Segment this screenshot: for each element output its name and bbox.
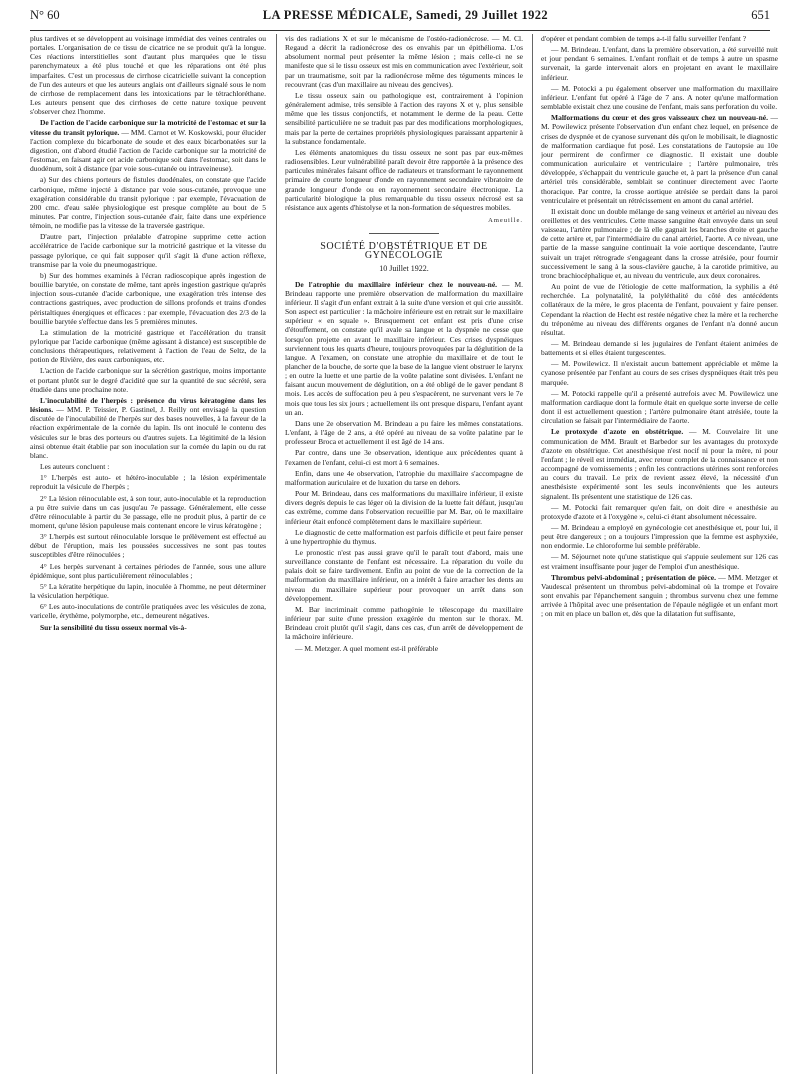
article-heading: Malformations du cœur et des gros vaisseaux chez un nouveau-né.	[551, 113, 768, 123]
paragraph: — M. Potocki fait remarquer qu'en fait, on doit dire « anesthésie au protoxyde d'azote et à l'oxygène », celui-ci étant absolument nécessaire.	[541, 502, 778, 521]
article-heading: Sur la sensibilité du tissu osseux normal vis-à-	[40, 622, 187, 632]
column-right	[541, 34, 778, 1080]
list-item: 5° La kératite herpétique du lapin, inoculée à l'homme, ne peut déterminer la vésiculation herpétique.	[30, 581, 266, 601]
list-item: 2° La lésion réinoculable est, à son tour, auto-inoculable et la reproduction a pu être suivie dans un cas jusqu'au 7e passage. Généralement, elle cesse d'être réinoculable à partir du 3e passage, elle ne produit plus, à partir de ce moment, qu'une lésion papuleuse mais contenant encore le virus kératogène ;	[30, 493, 266, 530]
column-divider	[532, 34, 533, 1074]
paragraph: — M. Metzger. A quel moment est-il préférable	[295, 643, 439, 653]
article-heading: L'inoculabilité de l'herpès : présence du virus kératogène dans les lésions.	[30, 395, 266, 415]
paragraph: Le diagnostic de cette malformation est parfois difficile et peut faire penser à une hypertrophie du thymus.	[285, 527, 523, 546]
paragraph: — M. Séjournet note qu'une statistique qui s'appuie seulement sur 126 cas est vraiment insuffisante pour juger de l'emploi d'un anesthésique.	[541, 552, 778, 571]
paragraph: Les éléments anatomiques du tissu osseux ne sont pas par eux-mêmes radiosensibles. Leur vulnérabilité paraît devoir être rapportée à la présence des particules minérales faisant office de radiateurs et transformant le rayonnement primaire de courte longueur d'onde en rayonnement secondaire vibratoire de grande longueur d'onde ou en rayonnement secondaire électronique. La particularité biologique la plus remarquable du tissu osseux nécrosé est sa résistance aux agents d'histolyse et la non-formation de séquestres mobiles.	[285, 147, 523, 212]
list-item: 4° Les herpès survenant à certaines périodes de l'année, sous une allure épidémique, sont plus particulièrement réinoculables ;	[30, 561, 266, 580]
paragraph: Dans une 2e observation M. Brindeau a pu faire les mêmes constatations. L'enfant, à l'âge de 2 ans, a été opéré au niveau de sa voûte palatine par le professeur Broca et actuellement il est âgé de 14 ans.	[285, 418, 523, 447]
paragraph: b) Sur des hommes examinés à l'écran radioscopique après ingestion de bouillie barytée, on constate de même, tant après ingestion gastrique qu'après injection sous-cutanée d'acide carbonique, une exagération très intense des contractions gastriques, avec production de sillons profonds et trains d'ondes péristaltiques énergiques et efficaces : par exemple, l'évacuation des 2/3 de la bouillie barytée s'effectue dans les 5 premières minutes.	[30, 270, 266, 326]
article-heading: Thrombus pelvi-abdominal ; présentation de pièce.	[551, 572, 716, 582]
paragraph: — M. Potocki rappelle qu'il a présenté autrefois avec M. Powilewicz une malformation cardiaque dont la formule était en quelque sorte inverse de celle dont il est actuellement question ; l'artère pulmonaire étant atrésiée, toute la circulation se faisait par l'intermédiaire de l'aorte.	[541, 388, 778, 426]
paragraph: Pour M. Brindeau, dans ces malformations du maxillaire inférieur, il existe divers degrés depuis le cas léger où la division de la luette fait défaut, jusqu'au cas extrême, comme dans l'observation recueillie par M. Bar, où le maxillaire inférieur était enfoncé complètement dans le maxillaire supérieur.	[285, 489, 523, 526]
session-date: 10 Juillet 1922.	[379, 264, 429, 274]
paragraph: d'opérer et pendant combien de temps a-t-il fallu surveiller l'enfant ?	[541, 34, 747, 43]
paragraph: Au point de vue de l'étiologie de cette malformation, la syphilis a été recherchée. La polynatalité, la polyléthalité du côté des antécédents collatéraux de la mère, le gros placenta de l'enfant, pouvaient y faire penser. Cependant la réaction de Hecht est restée négative chez la mère et la recherche du tréponème au niveau des différents organes de l'enfant n'a donné aucun résultat.	[541, 282, 778, 337]
paragraph: La stimulation de la motricité gastrique et l'accélération du transit pylorique par l'acide carbonique (même agissant à distance) est susceptible de conclusions thérapeutiques, relativement à l'action de l'eau de Seltz, de la potion de Rivière, des eaux carboniques, etc.	[30, 327, 266, 365]
article-heading: De l'atrophie du maxillaire inférieur chez le nouveau-né.	[295, 279, 498, 289]
journal-title: LA PRESSE MÉDICALE, Samedi, 29 Juillet 1922	[262, 8, 549, 22]
paragraph: vis des radiations X et sur le mécanisme de l'ostéo-radionécrose. — M. Cl. Regaud a décrit la radionécrose des os envahis par un épithélioma. L'os absolument normal peut présenter la même lésion ; mais celle-ci ne se manifeste que si le tissu osseux est mis en communication avec l'extérieur, soit par un traumatisme, soit par la radionécrose même des téguments minces le recouvrant (cas d'un maxillaire au niveau des gencives).	[285, 34, 523, 89]
paragraph: Les auteurs concluent :	[40, 462, 110, 472]
paragraph: Le pronostic n'est pas aussi grave qu'il le paraît tout d'abord, mais une surveillance constante de l'enfant est nécessaire. La réparation du voile du palais doit se faire tardivement. Enfin au point de vue de la correction de la malformation du maxillaire inférieur, on a intérêt à faire arracher les dents au niveau du maxillaire supérieur pour provoquer un arrêt dans son développement.	[285, 547, 523, 603]
separator	[369, 233, 439, 234]
section-title: SOCIÉTÉ D'OBSTÉTRIQUE ET DE GYNÉCOLOGIE	[320, 241, 488, 262]
column-middle	[285, 34, 523, 1080]
list-item: 3° L'herpès est surtout réinoculable lorsque le prélèvement est effectué au début de l'éruption, mais les poussées successives ne sont pas toutes susceptibles d'être réinoculées ;	[30, 532, 266, 560]
list-item: 1° L'herpès est auto- et hétéro-inoculable ; la lésion expérimentale reproduit la vésicule de l'herpès ;	[30, 473, 266, 492]
paragraph: — M. Powilewicz présente l'observation d'un enfant chez lequel, en présence de crises de dyspnée et de cyanose survenant dès qu'on le mobilisait, le diagnostic de malformation cardiaque fut posé. Les constatations de l'autopsie au 10e jour permirent de confirmer ce diagnostic. Il existait une double communication auriculaire et ventriculaire ; l'artère pulmonaire, très développée, s'échappait du ventricule gauche et, à part la présence d'un canal artériel très considérable, semblait se continuer directement avec l'aorte thoracique. Par contre, la crosse aortique atrésiée se perdait dans la paroi ventriculaire et présentait un rétrécissement en amont du canal artériel.	[541, 113, 778, 205]
paragraph: — MM. Carnot et W. Koskowski, pour élucider l'action complexe du bicarbonate de soude et des eaux bicarbonatées sur la digestion, ont d'abord étudié l'action de l'acide carbonique sur la motricité de l'estomac, en faisant agir cet acide carbonique soit dans l'estomac, soit dans le duodénum, soit à distance (par voie sous-cutanée ou intraveineuse).	[30, 127, 266, 174]
paragraph: Il existait donc un double mélange de sang veineux et artériel au niveau des oreillettes et des ventricules. Cette masse sanguine était envoyée dans un seul vaisseau, l'artère pulmonaire ; de là elle gagnait les branches droite et gauche de cette artère et, par l'intermédiaire du canal artériel, l'aorte. A ce niveau, une partie de la masse sanguine continuait la voie aortique descendante, l'autre suivait un trajet rétrograde s'engageant dans la crosse atrésiée, pour fournir successivement le sang à la sous-clavière gauche, à la carotide primitive, au tronc brachiocéphalique et, au niveau du ventricule, aux deux coronaires.	[541, 206, 778, 280]
paragraph: — M. Powilewicz. Il n'existait aucun battement appréciable et même la cyanose présentée par l'enfant au cours de ses crises dyspnéiques était très peu marquée.	[541, 359, 778, 387]
paragraph: — M. Couvelaire lit une communication de MM. Brault et Barbedor sur les avantages du protoxyde d'azote en obstétrique. Cet anesthésique n'est nocif ni pour la mère, ni pour l'enfant ; le réveil est immédiat, avec retour complet de la connaissance et non accompagné de vomissements ; enfin les contractions utérines sont renforcées au cours du travail. Le prix de revient assez élevé, la nécessité d'un anesthésiste expérimenté sont les seuls inconvénients que les auteurs signalent. Ils présentent une statistique de 126 cas.	[541, 427, 778, 501]
paragraph: Par contre, dans une 3e observation, identique aux précédentes quant à l'examen de l'enfant, celui-ci est mort à 6 semaines.	[285, 448, 523, 467]
column-left	[30, 34, 266, 1080]
paragraph: a) Sur des chiens porteurs de fistules duodénales, on constate que l'acide carbonique, même injecté à distance par voie sous-cutanée, provoque une exagération considérable du transit pylorique : par exemple, l'évacuation de 200 cmc. d'eau salée physiologique est presque complète au bout de 5 minutes. Par contre, l'injection sous-cutanée d'air, faite dans une expérience témoin, ne modifie pas la vitesse de la traversée gastrique.	[30, 175, 266, 231]
paragraph: — MM. Metzger et Vaudescal présentent un thrombus pelvi-abdominal où la trompe et l'ovaire sont envahis par l'épanchement sanguin ; thrombus survenu chez une femme arrivée à l'hôpital avec une présentation de l'épaule négligée et un enfant mort ; on mit en place un ballon et, dès que la dilatation fut suffisante,	[541, 572, 778, 619]
paragraph: — M. Potocki a pu également observer une malformation du maxillaire inférieur. L'enfant fut opéré à l'âge de 7 ans. A noter qu'une malformation semblable existait chez une cousine de l'enfant, mais sans perforation du voile.	[541, 83, 778, 112]
article-heading: Le protoxyde d'azote en obstétrique.	[551, 427, 684, 437]
list-item: 6° Les auto-inoculations de contrôle pratiquées avec les vésicules de zona, varicelle, érythème, polymorphe, etc., demeurent négatives.	[30, 602, 266, 621]
paragraph: — M. Brindeau demande si les jugulaires de l'enfant étaient animées de battements et si elles étaient turgescentes.	[541, 339, 778, 358]
paragraph: M. Bar incriminait comme pathogénie le télescopage du maxillaire inférieur par suite d'une pression exagérée du menton sur le thorax. M. Brindeau croit plutôt qu'il s'agit, dans ces cas, d'un arrêt de développement de la mâchoire inférieure.	[285, 604, 523, 642]
paragraph: — M. Brindeau. L'enfant, dans la première observation, a été surveillé nuit et jour pendant 6 semaines. L'enfant ronflait et de temps à autre un spasme survenait, la garde intervenait alors en projetant en avant le maxillaire inférieur.	[541, 45, 778, 82]
column-divider	[276, 34, 277, 1074]
paragraph: — MM. P. Teissier, P. Gastinel, J. Reilly ont envisagé la question discutée de l'inoculabilité de l'herpès sur des bases nouvelles, à la faveur de la réaction expérimentale de la cornée du lapin. Ils ont inoculé le contenu des vésicules sur le bras des porteurs ou d'autres sujets. La légitimité de la lésion ainsi obtenue était établie par son inoculation sur la cornée du lapin ou du rat blanc.	[30, 405, 266, 460]
article-heading: De l'action de l'acide carbonique sur la motricité de l'estomac et sur la vitesse du transit pylorique.	[30, 118, 266, 137]
paragraph: Enfin, dans une 4e observation, l'atrophie du maxillaire s'accompagne de malformation auriculaire et de luxation du tarse en dehors.	[285, 468, 523, 487]
author-signature: Ameuille.	[488, 216, 523, 224]
paragraph: — M. Brindeau a employé en gynécologie cet anesthésique et, pour lui, il peut être dangereux ; on a toujours l'impression que la femme est asphyxiée, non endormie. Le chloroforme lui semble préférable.	[541, 522, 778, 551]
paragraph: Le tissu osseux sain ou pathologique est, contrairement à l'opinion généralement admise, très sensible à l'action des rayons X et γ, plus sensible même que les tissus conjonctifs, et notamment le derme de la peau. Cette sensibilité particulière ne se traduit pas par des modifications morphologiques, mais par la perte de certaines propriétés physiologiques paraissant appartenir à la substance fondamentale.	[285, 90, 523, 146]
page-header	[30, 8, 770, 31]
paragraph: plus tardives et se développent au voisinage immédiat des veines centrales ou portales. L'organisation de ce tissu de cicatrice ne se produit qu'à la longue. Ces réactions interstitielles sont d'autant plus marquées que le tissu parenchymateux a été plus touché et que les réparations ont été plus imparfaites. C'est un processus de cirrhose cicatricielle suivant la conception de l'un des auteurs et que les auteurs anglais ont d'ailleurs signalé sous le nom de cirrhose de remplacement dans les intoxications par le tétrachloréthane. Les auteurs pensent que des cirrhoses de cette nature toxique peuvent s'observer chez l'homme.	[30, 34, 266, 117]
paragraph: D'autre part, l'injection préalable d'atropine supprime cette action accélératrice de l'acide carbonique sur la motricité gastrique et la vitesse du passage pylorique, ce qui fait supposer qu'il s'agit là d'une action réflexe, transmise par la voie du pneumogastrique.	[30, 232, 266, 269]
page-label: N° 60	[30, 8, 60, 22]
paragraph: — M. Brindeau rapporte une première observation de malformation du maxillaire inférieur. Il s'agit d'un enfant extrait à la suite d'une version et qui crie aussitôt. Son aspect est particulier : la mâchoire inférieure est en retrait sur le maxillaire supérieur « en squale ». Brusquement cet enfant est pris d'une crise d'étouffement, on constate qu'il avale sa langue et la dyspnée ne cesse que lorsqu'on projette en avant le maxillaire inférieur. Ces crises dyspnéiques surviennent tous les quarts d'heure, toujours provoquées par la déglutition de la langue. A l'examen, on constate une atrophie du maxillaire et de tout le plancher de la bouche, de sorte que la base de la langue vient obstruer le larynx ; en outre la luette et une partie de la voûte palatine sont divisées. L'enfant ne faisant aucun mouvement de déglutition, on a été obligé de le gaver pendant 8 mois. Les accès de suffocation peu à peu s'espacèrent, ne survenant vers le 7e mois que tous les six jours ; actuellement ils ont presque disparu, l'enfant ayant un an.	[285, 279, 523, 417]
page-number: 651	[751, 8, 770, 22]
paragraph: L'action de l'acide carbonique sur la sécrétion gastrique, moins importante et portant plutôt sur le degré d'acidité que sur la quantité de suc sécrété, sera étudiée dans une prochaine note.	[30, 366, 266, 394]
